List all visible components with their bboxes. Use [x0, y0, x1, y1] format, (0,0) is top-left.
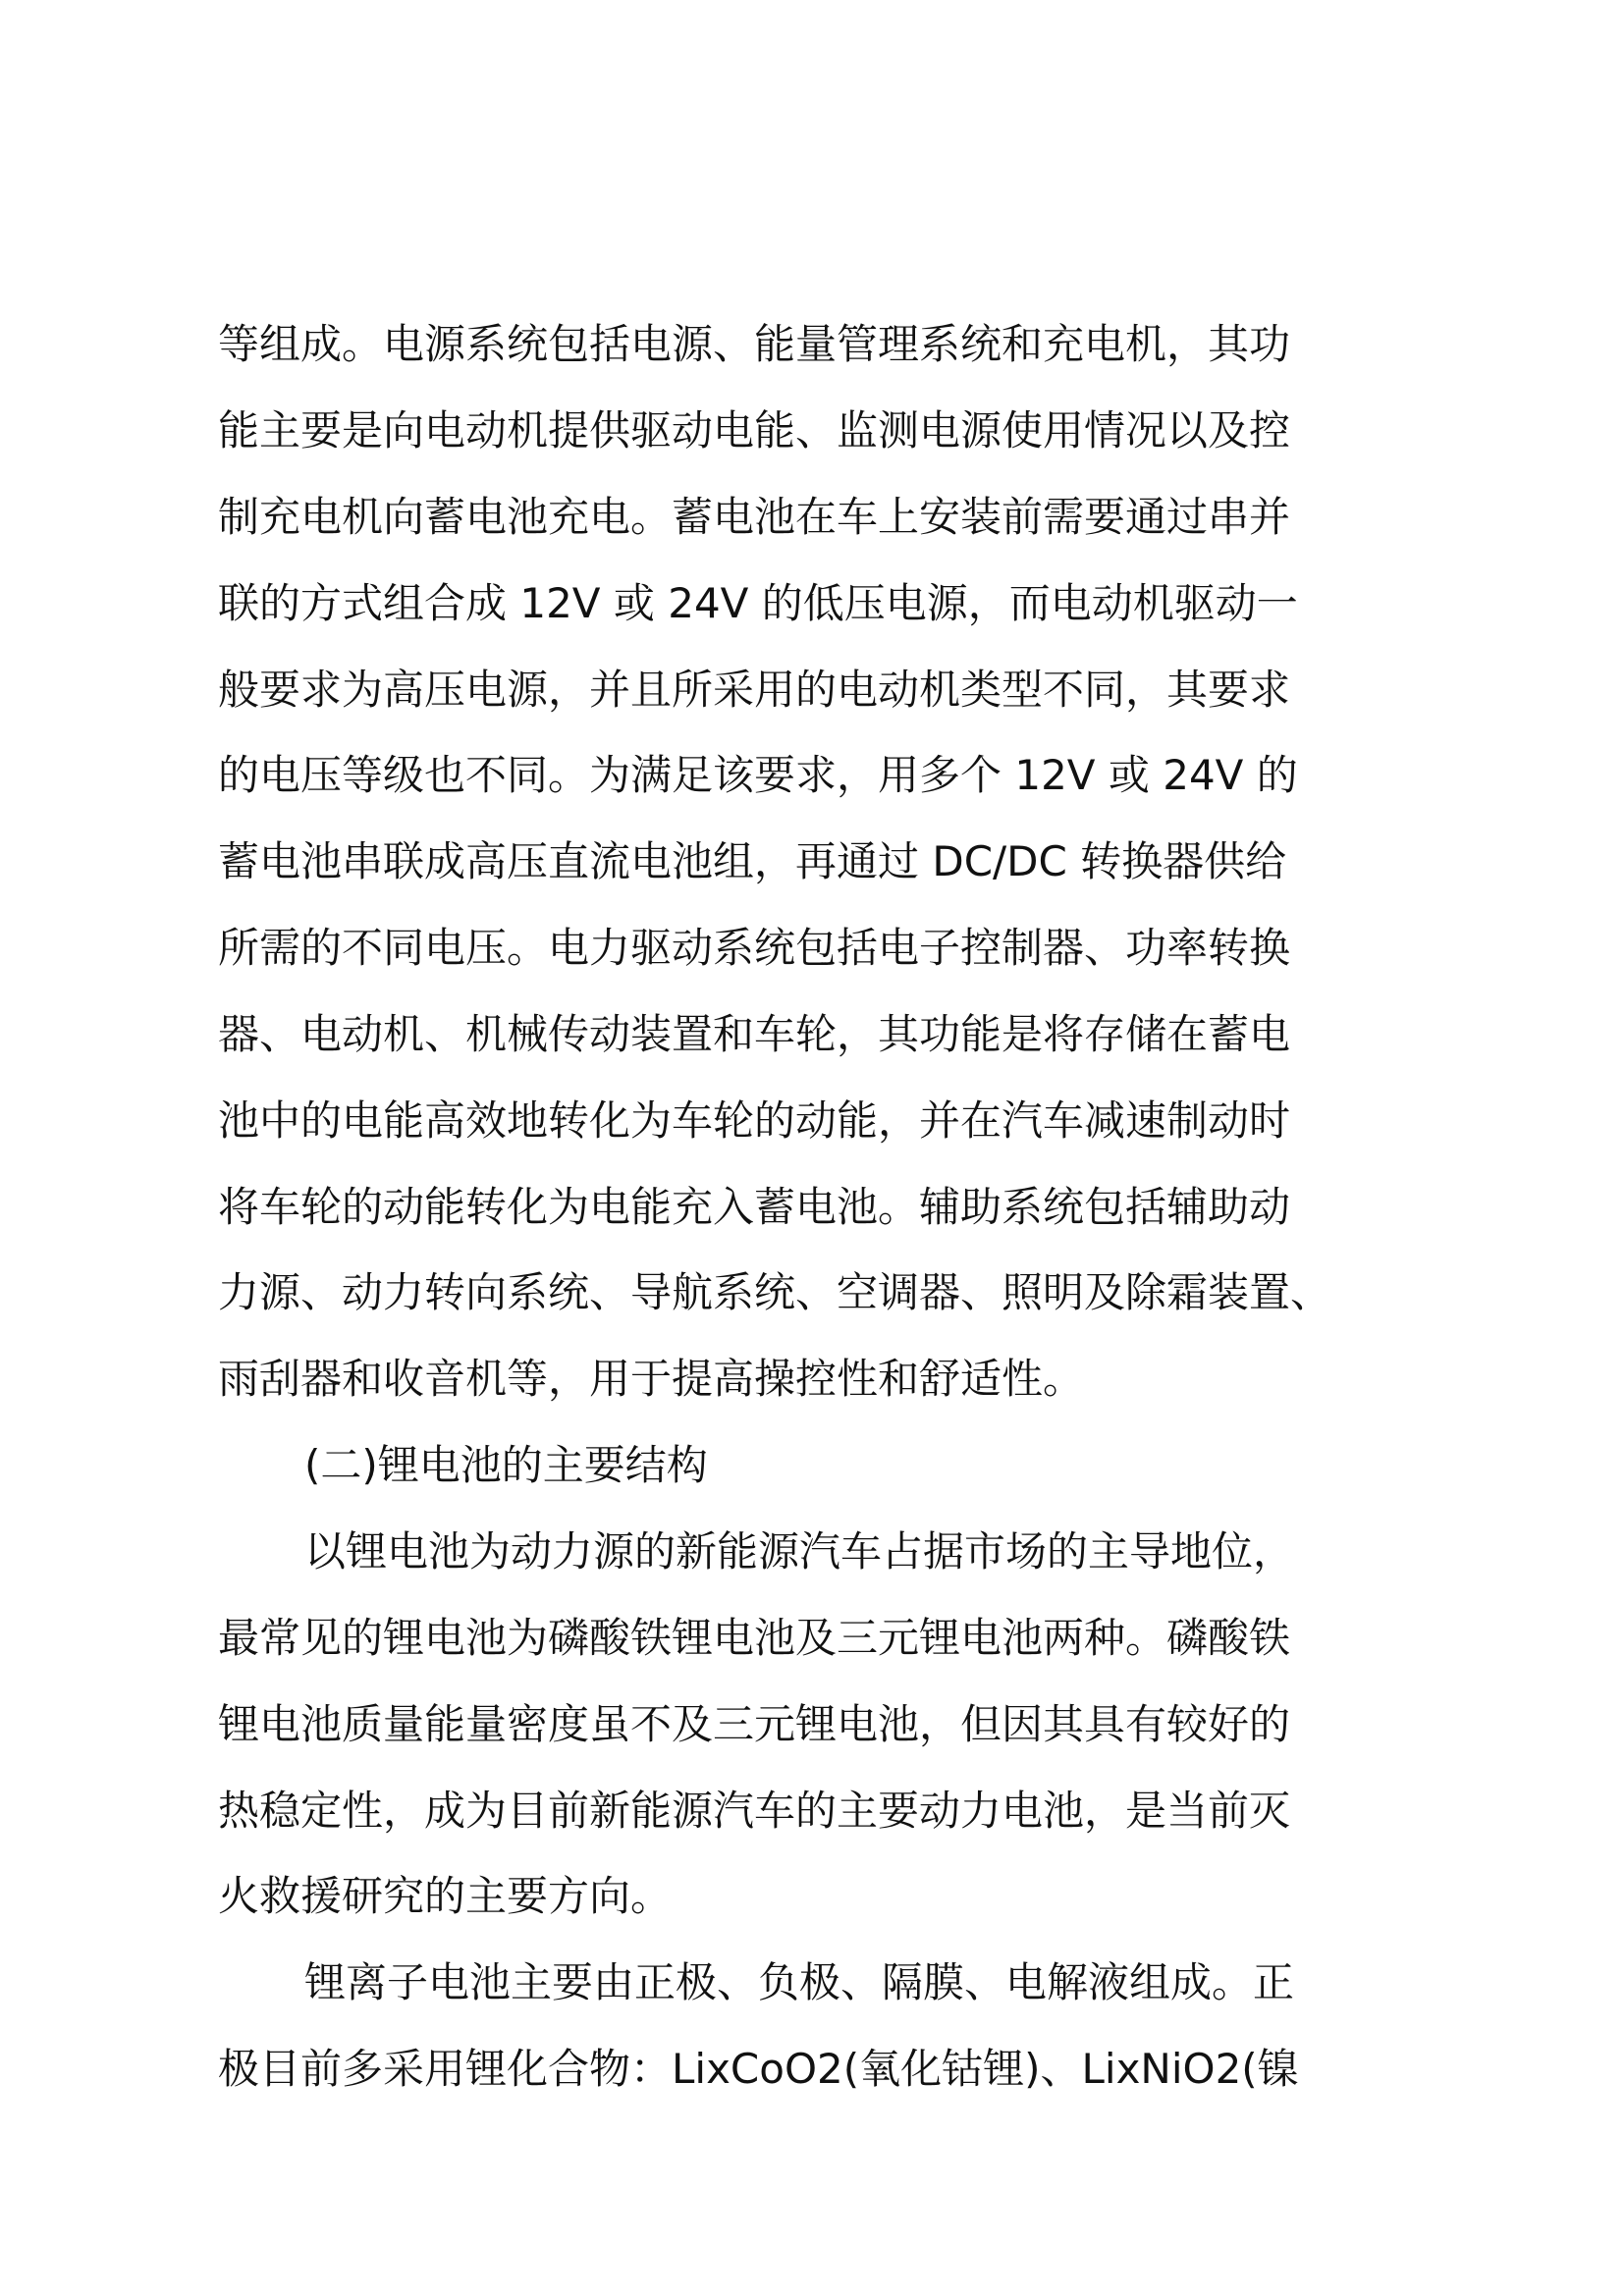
paragraph-1-line-5: 般要求为高压电源，并且所采用的电动机类型不同，其要求: [218, 666, 1291, 714]
paragraph-2-line-5: 火救援研究的主要方向。: [218, 1872, 673, 1920]
paragraph-2-line-4: 热稳定性，成为目前新能源汽车的主要动力电池，是当前灭: [218, 1787, 1291, 1835]
paragraph-1-line-4: 联的方式组合成 12V 或 24V 的低压电源，而电动机驱动一: [218, 579, 1298, 627]
paragraph-3-line-2: 极目前多采用锂化合物：LixCoO2(氧化钴锂)、LixNiO2(镍: [218, 2045, 1299, 2093]
paragraph-1-line-2: 能主要是向电动机提供驱动电能、监测电源使用情况以及控: [218, 406, 1291, 454]
paragraph-2-line-1: 以锂电池为动力源的新能源汽车占据市场的主导地位，: [304, 1527, 1295, 1575]
paragraph-3-line-1: 锂离子电池主要由正极、负极、隔膜、电解液组成。正: [304, 1958, 1295, 2006]
paragraph-1-line-9: 器、电动机、机械传动装置和车轮，其功能是将存储在蓄电: [218, 1010, 1291, 1058]
paragraph-2-line-2: 最常见的锂电池为磷酸铁锂电池及三元锂电池两种。磷酸铁: [218, 1614, 1291, 1662]
paragraph-1-line-10: 池中的电能高效地转化为车轮的动能，并在汽车减速制动时: [218, 1096, 1291, 1145]
paragraph-1-line-8: 所需的不同电压。电力驱动系统包括电子控制器、功率转换: [218, 924, 1291, 972]
paragraph-1-line-12: 力源、动力转向系统、导航系统、空调器、照明及除霜装置、: [218, 1268, 1332, 1316]
paragraph-1-line-3: 制充电机向蓄电池充电。蓄电池在车上安装前需要通过串并: [218, 493, 1291, 541]
paragraph-1-line-11: 将车轮的动能转化为电能充入蓄电池。辅助系统包括辅助动: [218, 1183, 1291, 1231]
paragraph-2-line-3: 锂电池质量能量密度虽不及三元锂电池，但因其具有较好的: [218, 1700, 1291, 1748]
paragraph-1-line-1: 等组成。电源系统包括电源、能量管理系统和充电机，其功: [218, 320, 1291, 368]
paragraph-1-line-6: 的电压等级也不同。为满足该要求，用多个 12V 或 24V 的: [218, 751, 1298, 799]
section-heading: (二)锂电池的主要结构: [304, 1441, 708, 1489]
paragraph-1-line-13: 雨刮器和收音机等，用于提高操控性和舒适性。: [218, 1355, 1085, 1403]
paragraph-1-line-7: 蓄电池串联成高压直流电池组，再通过 DC/DC 转换器供给: [218, 837, 1287, 885]
